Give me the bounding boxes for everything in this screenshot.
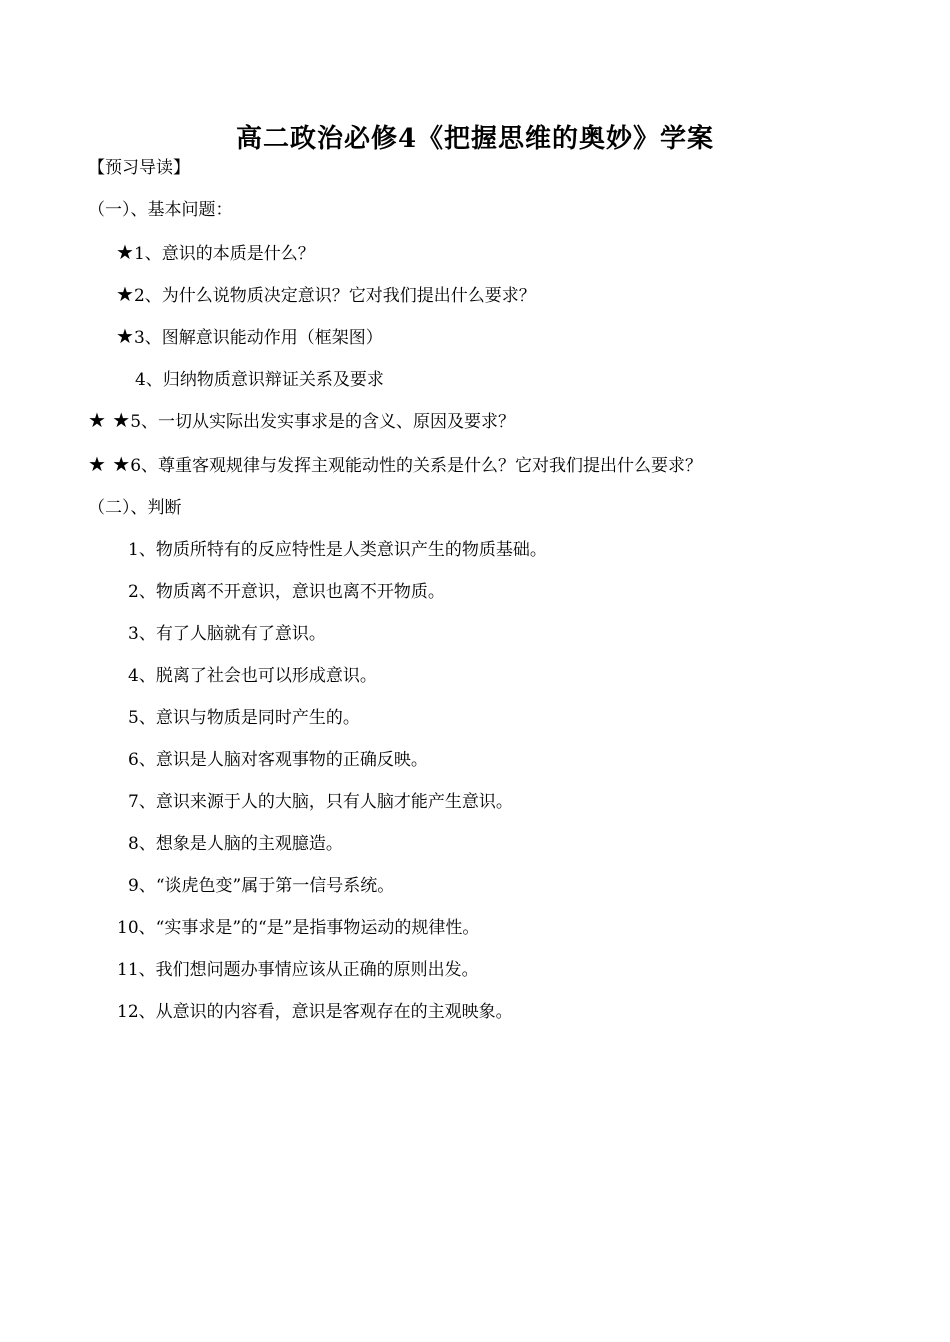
section-label: 【预习导读】 (88, 158, 190, 178)
judgment-item-8: 8、想象是人脑的主观臆造。 (128, 834, 343, 854)
judgment-item-5: 5、意识与物质是同时产生的。 (128, 708, 360, 728)
part2-heading: （二）、判断 (88, 498, 182, 518)
question-6 (88, 453, 702, 477)
part1-heading: （一）、基本问题： (88, 200, 233, 220)
double-star-icon: ★ ★ (88, 408, 131, 432)
question-text: 6、尊重客观规律与发挥主观能动性的关系是什么？它对我们提出什么要求？ (130, 456, 703, 476)
judgment-item-10: 10、“实事求是”的“是”是指事物运动的规律性。 (117, 918, 480, 938)
judgment-item-1: 1、物质所特有的反应特性是人类意识产生的物质基础。 (128, 540, 547, 560)
question-4 (135, 367, 384, 391)
question-text: 5、一切从实际出发实事求是的含义、原因及要求？ (130, 412, 516, 432)
star-icon: ★ (116, 240, 134, 264)
star-icon: ★ (116, 324, 134, 348)
double-star-icon: ★ ★ (88, 452, 131, 476)
judgment-item-3: 3、有了人脑就有了意识。 (128, 624, 326, 644)
question-3 (116, 325, 383, 349)
judgment-item-9: 9、“谈虎色变”属于第一信号系统。 (128, 876, 395, 896)
question-2 (116, 283, 536, 307)
judgment-item-2: 2、物质离不开意识，意识也离不开物质。 (128, 582, 445, 602)
document-title: 高二政治必修4《把握思维的奥妙》学案 (235, 124, 715, 154)
question-text: 2、为什么说物质决定意识？它对我们提出什么要求？ (133, 286, 536, 306)
judgment-item-4: 4、脱离了社会也可以形成意识。 (128, 666, 377, 686)
question-5 (88, 409, 515, 433)
judgment-item-12: 12、从意识的内容看，意识是客观存在的主观映象。 (117, 1002, 513, 1022)
question-1 (116, 241, 315, 265)
judgment-item-6: 6、意识是人脑对客观事物的正确反映。 (128, 750, 428, 770)
judgment-item-7: 7、意识来源于人的大脑，只有人脑才能产生意识。 (128, 792, 513, 812)
question-text: 3、图解意识能动作用（框架图） (133, 328, 383, 348)
star-icon: ★ (116, 282, 134, 306)
question-text: 4、归纳物质意识辩证关系及要求 (135, 370, 384, 390)
judgment-item-11: 11、我们想问题办事情应该从正确的原则出发。 (117, 960, 479, 980)
question-text: 1、意识的本质是什么？ (133, 244, 315, 264)
